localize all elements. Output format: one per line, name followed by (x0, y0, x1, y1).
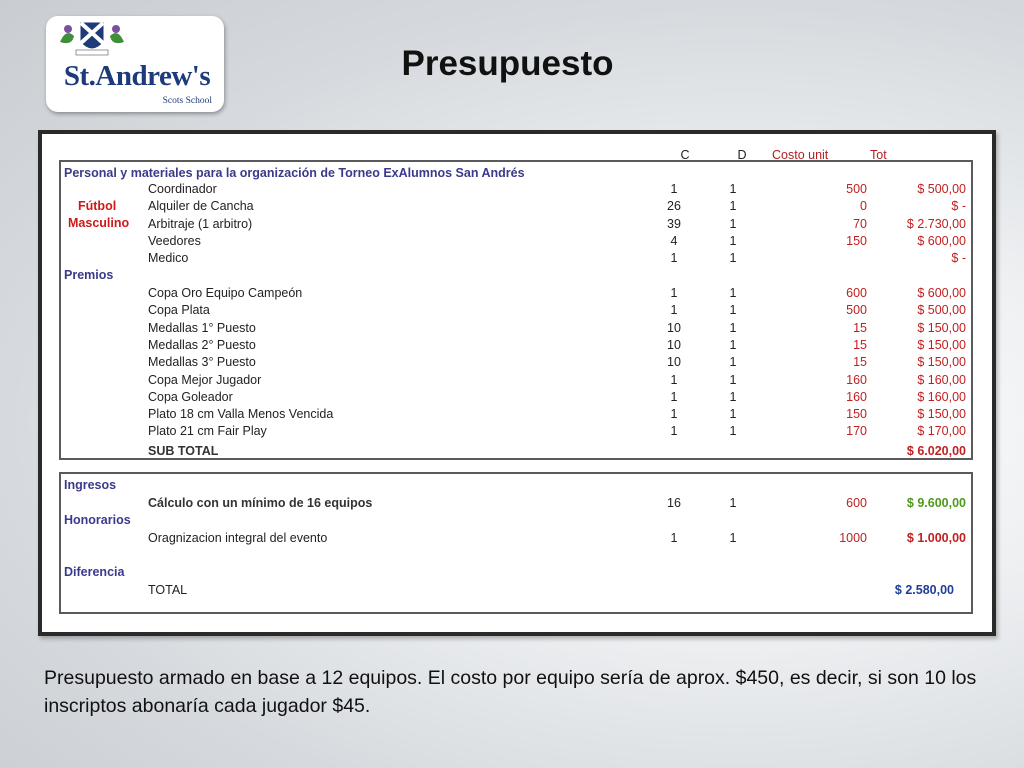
logo-subtitle: Scots School (162, 96, 212, 106)
row-item: Veedores (148, 233, 201, 248)
row-total: $ 150,00 (917, 337, 966, 352)
row-item: Copa Oro Equipo Campeón (148, 286, 303, 300)
row-costo-unit: 15 (853, 337, 867, 352)
row-c: 1 (670, 251, 678, 266)
row-d: 1 (729, 355, 737, 370)
row-total: $ 600,00 (917, 286, 966, 300)
row-c: 1 (670, 424, 678, 439)
row-item: Arbitraje (1 arbitro) (148, 216, 253, 231)
row-c: 26 (667, 199, 681, 214)
section-title-ingresos: Ingresos (64, 478, 117, 492)
row-c: 1 (670, 389, 678, 404)
row-item: Medico (148, 251, 189, 266)
row-c: 1 (670, 286, 678, 300)
row-d: 1 (729, 389, 737, 404)
subtotal-label: SUB TOTAL (148, 444, 219, 458)
row-d: 1 (729, 372, 737, 387)
ingresos-cu: 600 (846, 496, 867, 510)
total-value: $ 2.580,00 (894, 583, 954, 597)
ingresos-d: 1 (729, 496, 737, 510)
row-d: 1 (729, 303, 737, 318)
row-total: $ 150,00 (917, 320, 966, 335)
page-title: Presupuesto (401, 44, 614, 83)
row-d: 1 (729, 286, 737, 300)
row-total: $ - (951, 199, 966, 214)
row-costo-unit: 15 (853, 320, 867, 335)
row-d: 1 (729, 320, 737, 335)
row-total: $ 170,00 (917, 424, 966, 439)
row-item: Copa Mejor Jugador (148, 372, 262, 387)
honorarios-item: Oragnizacion integral del evento (148, 531, 328, 545)
row-c: 10 (667, 355, 681, 370)
row-costo-unit: 500 (846, 303, 867, 318)
row-total: $ 600,00 (917, 233, 966, 248)
row-d: 1 (729, 407, 737, 422)
row-item: Copa Plata (148, 303, 210, 318)
row-total: $ 150,00 (917, 407, 966, 422)
row-d: 1 (729, 216, 737, 231)
row-total: $ 500,00 (917, 182, 966, 196)
row-total: $ 160,00 (917, 372, 966, 387)
row-costo-unit: 160 (846, 389, 867, 404)
ingresos-tot: $ 9.600,00 (906, 496, 966, 510)
row-c: 1 (670, 372, 678, 387)
row-c: 1 (670, 303, 678, 318)
row-costo-unit: 70 (853, 216, 867, 231)
row-c: 1 (670, 407, 678, 422)
row-item: Medallas 3° Puesto (148, 355, 256, 370)
row-total: $ 160,00 (917, 389, 966, 404)
row-d: 1 (729, 199, 737, 214)
row-d: 1 (729, 233, 737, 248)
row-costo-unit: 160 (846, 372, 867, 387)
row-item: Plato 21 cm Fair Play (148, 424, 267, 439)
col-header-costo-unit: Costo unit (772, 148, 829, 162)
section-title-premios: Premios (64, 268, 114, 282)
honorarios-tot: $ 1.000,00 (906, 531, 966, 545)
row-costo-unit: 0 (860, 199, 867, 214)
section-title-diferencia: Diferencia (64, 565, 125, 579)
row-costo-unit: 600 (846, 286, 867, 300)
row-costo-unit: 150 (846, 407, 867, 422)
row-d: 1 (729, 182, 737, 196)
col-header-tot: Tot (870, 148, 887, 162)
row-total: $ 150,00 (917, 355, 966, 370)
category-masculino: Masculino (68, 216, 130, 230)
col-header-d: D (737, 148, 747, 162)
row-c: 39 (667, 216, 681, 231)
honorarios-c: 1 (670, 531, 678, 545)
row-item: Plato 18 cm Valla Menos Vencida (148, 407, 334, 422)
budget-note: Presupuesto armado en base a 12 equipos. El costo por equipo sería de aprox. $450, es decir, si son 10 los inscriptos abonaría cada jugador $45. (44, 667, 977, 717)
row-c: 10 (667, 320, 681, 335)
subtotal-value: $ 6.020,00 (906, 444, 966, 458)
row-item: Medallas 2° Puesto (148, 337, 256, 352)
logo-name: St.Andrew's (63, 60, 211, 92)
total-label: TOTAL (148, 583, 188, 597)
row-c: 4 (670, 233, 678, 248)
row-item: Medallas 1° Puesto (148, 320, 256, 335)
honorarios-cu: 1000 (839, 531, 867, 545)
row-d: 1 (729, 251, 737, 266)
category-futbol: Fútbol (78, 199, 117, 213)
honorarios-d: 1 (729, 531, 737, 545)
row-costo-unit: 170 (846, 424, 867, 439)
row-costo-unit: 15 (853, 355, 867, 370)
col-header-c: C (680, 148, 690, 162)
ingresos-item: Cálculo con un mínimo de 16 equipos (148, 496, 373, 510)
row-item: Alquiler de Cancha (148, 199, 254, 214)
section-title-personal: Personal y materiales para la organización de Torneo ExAlumnos San Andrés (64, 166, 525, 180)
row-c: 1 (670, 182, 678, 196)
row-total: $ 500,00 (917, 303, 966, 318)
row-item: Coordinador (148, 182, 217, 196)
row-c: 10 (667, 337, 681, 352)
row-d: 1 (729, 337, 737, 352)
row-costo-unit: 150 (846, 233, 867, 248)
row-item: Copa Goleador (148, 389, 233, 404)
ingresos-c: 16 (667, 496, 681, 510)
section-title-honorarios: Honorarios (64, 513, 131, 527)
budget-spreadsheet (38, 130, 996, 636)
row-costo-unit: 500 (846, 182, 867, 196)
row-total: $ - (951, 251, 966, 266)
row-total: $ 2.730,00 (906, 216, 966, 231)
row-d: 1 (729, 424, 737, 439)
